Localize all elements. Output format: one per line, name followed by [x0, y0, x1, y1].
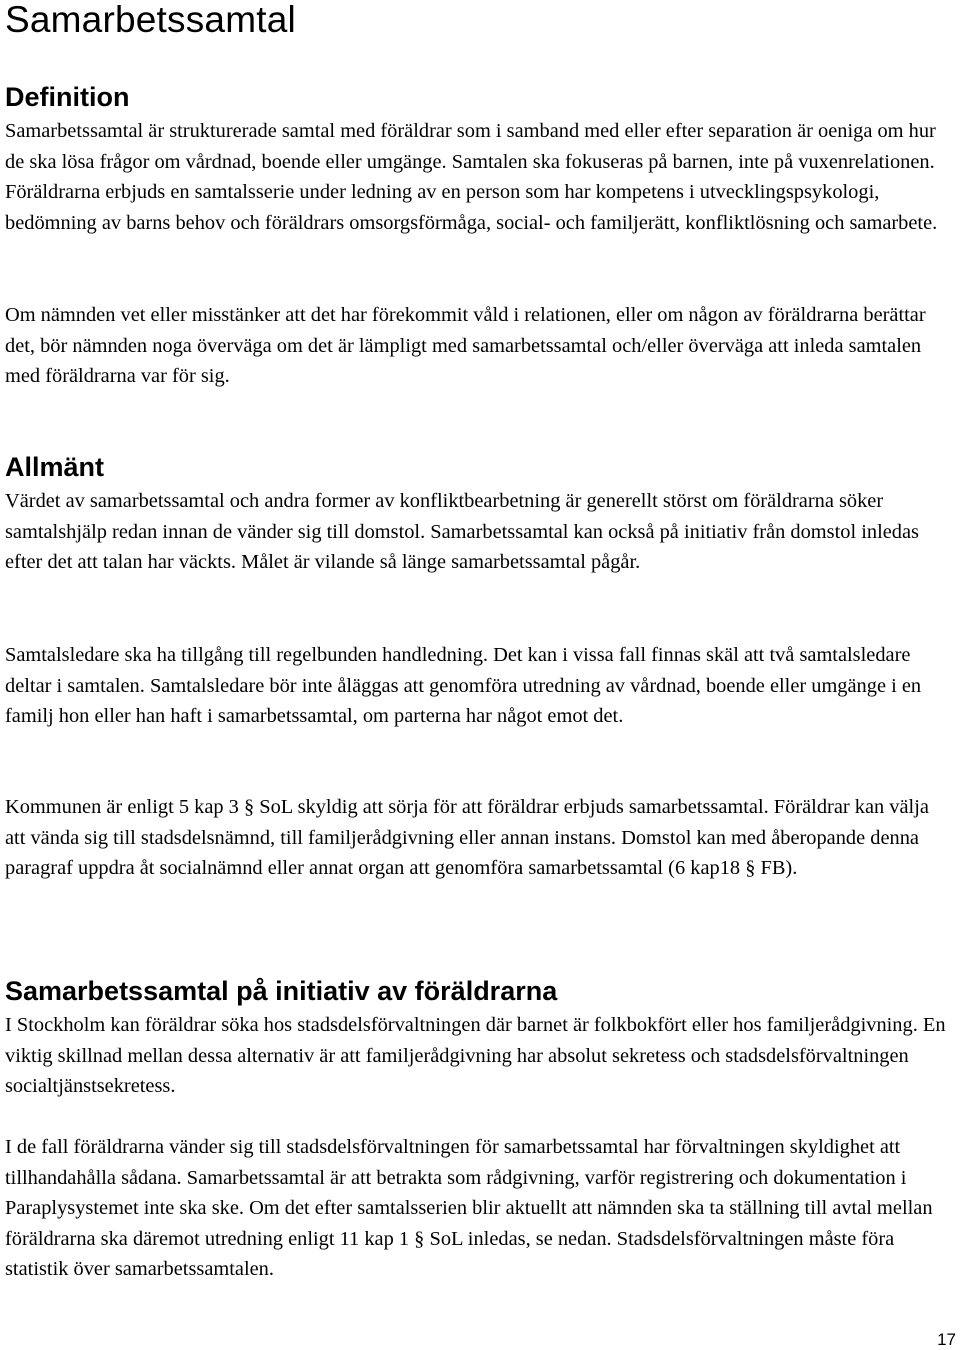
- section-heading-allmant: Allmänt: [5, 452, 105, 482]
- document-page: [5, 0, 950, 1281]
- paragraph: Om nämnden vet eller misstänker att det har förekommit våld i relationen, eller om någon av föräldrarna berättar det, bör nämnden noga överväga om det är lämpligt med samarbetssamtal och/eller överväga att inleda samtalen med föräldrarna var för sig.: [5, 304, 926, 388]
- paragraph: I de fall föräldrarna vänder sig till stadsdelsförvaltningen för samarbetssamtal har förvaltningen skyldighet att tillhandahålla sådana. Samarbetssamtal är att betrakta som rådgivning, varför registrering och dokumentation i Paraplysystemet inte ska ske. Om det efter samtalsserien blir aktuellt att nämnden ska ta ställning till avtal mellan föräldrarna ska däremot utredning enligt 11 kap 1 § SoL inledas, se nedan. Stadsdelsförvaltningen måste föra statistik över samarbetssamtalen.: [5, 1136, 933, 1281]
- page-number: 17: [937, 1330, 956, 1349]
- paragraph: I Stockholm kan föräldrar söka hos stadsdelsförvaltningen där barnet är folkbokfört eller hos familjerådgivning. En viktig skillnad mellan dessa alternativ är att familjerådgivning har absolut sekretess och stadsdelsförvaltningen socialtjänstsekretess.: [5, 1014, 946, 1098]
- paragraph: Samtalsledare ska ha tillgång till regelbunden handledning. Det kan i vissa fall finnas skäl att två samtalsledare deltar i samtalen. Samtalsledare bör inte åläggas att genomföra utredning av vårdnad, boende eller umgänge i en familj hon eller han haft i samarbetssamtal, om parterna har något emot det.: [5, 644, 922, 728]
- section-heading-initiativ: Samarbetssamtal på initiativ av föräldrarna: [5, 976, 558, 1006]
- paragraph: Värdet av samarbetssamtal och andra former av konfliktbearbetning är generellt störst om föräldrarna söker samtalshjälp redan innan de vänder sig till domstol. Samarbetssamtal kan också på initiativ från domstol inledas efter det att talan har väckts. Målet är vilande så länge samarbetssamtal pågår.: [5, 490, 919, 574]
- paragraph: Kommunen är enligt 5 kap 3 § SoL skyldig att sörja för att föräldrar erbjuds samarbetssamtal. Föräldrar kan välja att vända sig till stadsdelsnämnd, till familjerådgivning eller annan instans. Domstol kan med åberopande denna paragraf uppdra åt socialnämnd eller annat organ att genomföra samarbetssamtal (6 kap18 § FB).: [5, 796, 929, 880]
- section-heading-definition: Definition: [5, 82, 130, 112]
- page-title: Samarbetssamtal: [5, 0, 296, 40]
- paragraph: Samarbetssamtal är strukturerade samtal med föräldrar som i samband med eller efter separation är oeniga om hur de ska lösa frågor om vårdnad, boende eller umgänge. Samtalen ska fokuseras på barnen, inte på vuxenrelationen. Föräldrarna erbjuds en samtalsserie under ledning av en person som har kompetens i utvecklingspsykologi, bedömning av barns behov och föräldrars omsorgsförmåga, social- och familjerätt, konfliktlösning och samarbete.: [5, 120, 938, 234]
